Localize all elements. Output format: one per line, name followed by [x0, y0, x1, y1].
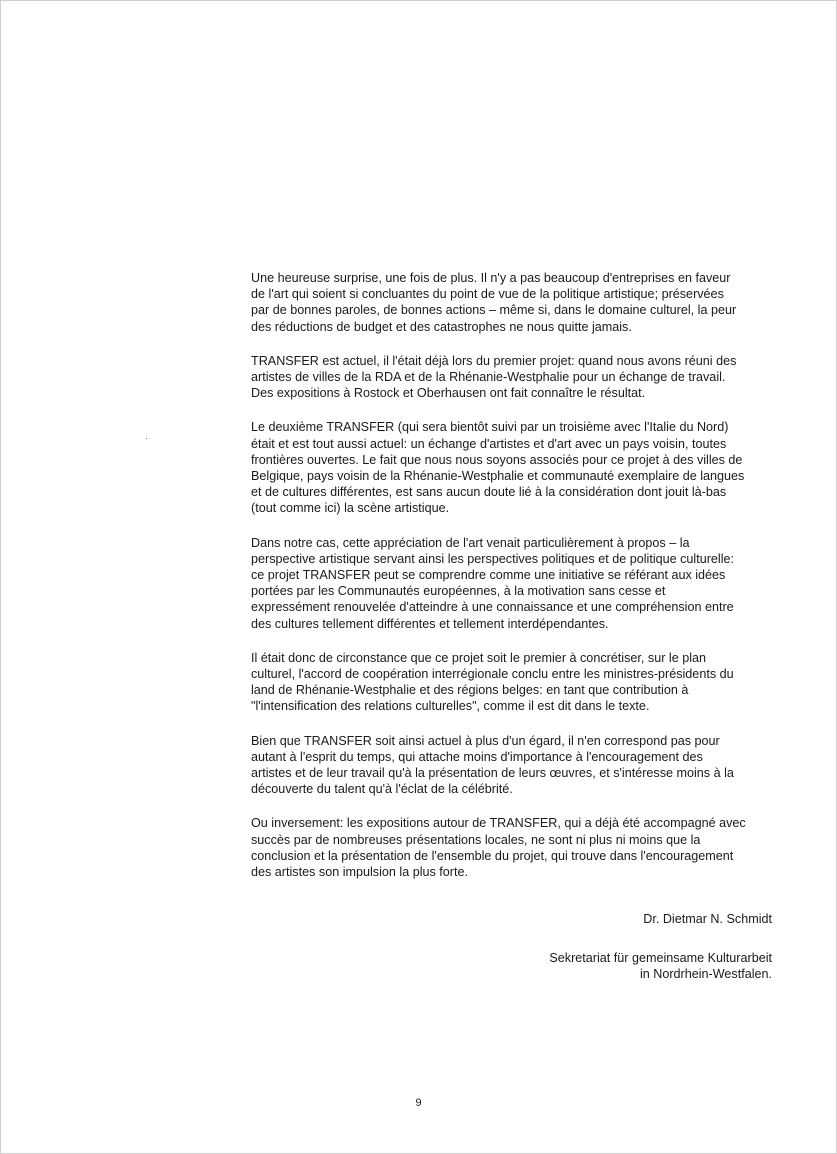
- text-line: Bien que TRANSFER soit ainsi actuel à plus d'un égard, il n'en correspond pas pour: [251, 733, 720, 748]
- document-body: [251, 270, 776, 898]
- text-line: Dans notre cas, cette appréciation de l'art venait particulièrement à propos – la: [251, 535, 690, 550]
- text-line: des cultures tellement différentes et tellement interdépendantes.: [251, 616, 609, 631]
- text-line: Le deuxième TRANSFER (qui sera bientôt suivi par un troisième avec l'Italie du Nord): [251, 420, 729, 435]
- text-line: expressément renouvelée d'atteindre à une connaissance et une compréhension entre: [251, 600, 734, 615]
- text-line: des artistes son impulsion la plus forte.: [251, 865, 468, 880]
- text-line: Une heureuse surprise, une fois de plus. Il n'y a pas beaucoup d'entreprises en faveur: [251, 271, 731, 285]
- organization-line: Sekretariat für gemeinsame Kulturarbeit: [549, 951, 772, 966]
- text-line: Il était donc de circonstance que ce projet soit le premier à concrétiser, sur le plan: [251, 650, 707, 665]
- scan-speck: [146, 438, 147, 439]
- text-line: et de cultures différentes, est sans aucun doute lié à la considération dont jouit là-bas: [251, 485, 727, 500]
- author-name: Dr. Dietmar N. Schmidt: [643, 912, 772, 926]
- text-line: (tout comme ici) la scène artistique.: [251, 501, 450, 516]
- text-line: conclusion et la présentation de l'ensemble du projet, qui trouve dans l'encouragement: [251, 848, 734, 863]
- text-line: artistes de villes de la RDA et de la Rhénanie-Westphalie pour un échange de travail.: [251, 370, 726, 385]
- paragraph-5: [251, 650, 776, 715]
- paragraph-1: [251, 270, 776, 335]
- text-line: culturel, l'accord de coopération interrégionale conclu entre les ministres-présidents du: [251, 667, 734, 682]
- text-line: ce projet TRANSFER peut se comprendre comme une initiative se référant aux idées: [251, 568, 726, 583]
- paragraph-4: [251, 535, 776, 632]
- text-line: portées par les Communautés européennes, à la motivation sans cesse et: [251, 584, 666, 599]
- text-line: par de bonnes paroles, de bonnes actions – même si, dans le domaine culturel, la peur: [251, 303, 737, 318]
- text-line: succès par de nombreuses présentations locales, ne sont ni plus ni moins que la: [251, 832, 701, 847]
- paragraph-2: [251, 353, 776, 402]
- text-line: était et est tout aussi actuel: un échange d'artistes et d'art avec un pays voisin, toutes: [251, 436, 727, 451]
- paragraph-7: [251, 815, 776, 880]
- text-line: land de Rhénanie-Westphalie et des régions belges: en tant que contribution à: [251, 683, 689, 698]
- paragraph-3: [251, 419, 776, 516]
- text-line: artistes et de leur travail qu'à la présentation de leurs œuvres, et s'intéresse moins à la: [251, 766, 734, 781]
- text-line: Belgique, pays voisin de la Rhénanie-Westphalie et communauté exemplaire de langues: [251, 469, 745, 484]
- text-line: découverte du talent qu'à l'éclat de la célébrité.: [251, 782, 513, 797]
- signature-block: [549, 911, 772, 983]
- organization: [549, 950, 772, 982]
- text-line: "l'intensification des relations culturelles", comme il est dit dans le texte.: [251, 699, 650, 714]
- text-line: des réductions de budget et des catastrophes ne nous quitte jamais.: [251, 319, 632, 334]
- text-line: Des expositions à Rostock et Oberhausen ont fait connaître le résultat.: [251, 386, 646, 401]
- page-number: 9: [415, 1097, 422, 1109]
- text-line: frontières ouvertes. Le fait que nous nous soyons associés pour ce projet à des villes de: [251, 452, 743, 467]
- text-line: perspective artistique servant ainsi les perspectives politiques et de politique culturelle:: [251, 551, 735, 566]
- paragraph-6: [251, 733, 776, 798]
- text-line: de l'art qui soient si concluantes du point de vue de la politique artistique; préservées: [251, 287, 724, 302]
- text-line: Ou inversement: les expositions autour de TRANSFER, qui a déjà été accompagné avec: [251, 816, 746, 831]
- text-line: autant à l'esprit du temps, qui attache moins d'importance à l'encouragement des: [251, 749, 703, 764]
- organization-line: in Nordrhein-Westfalen.: [639, 967, 772, 982]
- text-line: TRANSFER est actuel, il l'était déjà lors du premier projet: quand nous avons réuni des: [251, 353, 737, 368]
